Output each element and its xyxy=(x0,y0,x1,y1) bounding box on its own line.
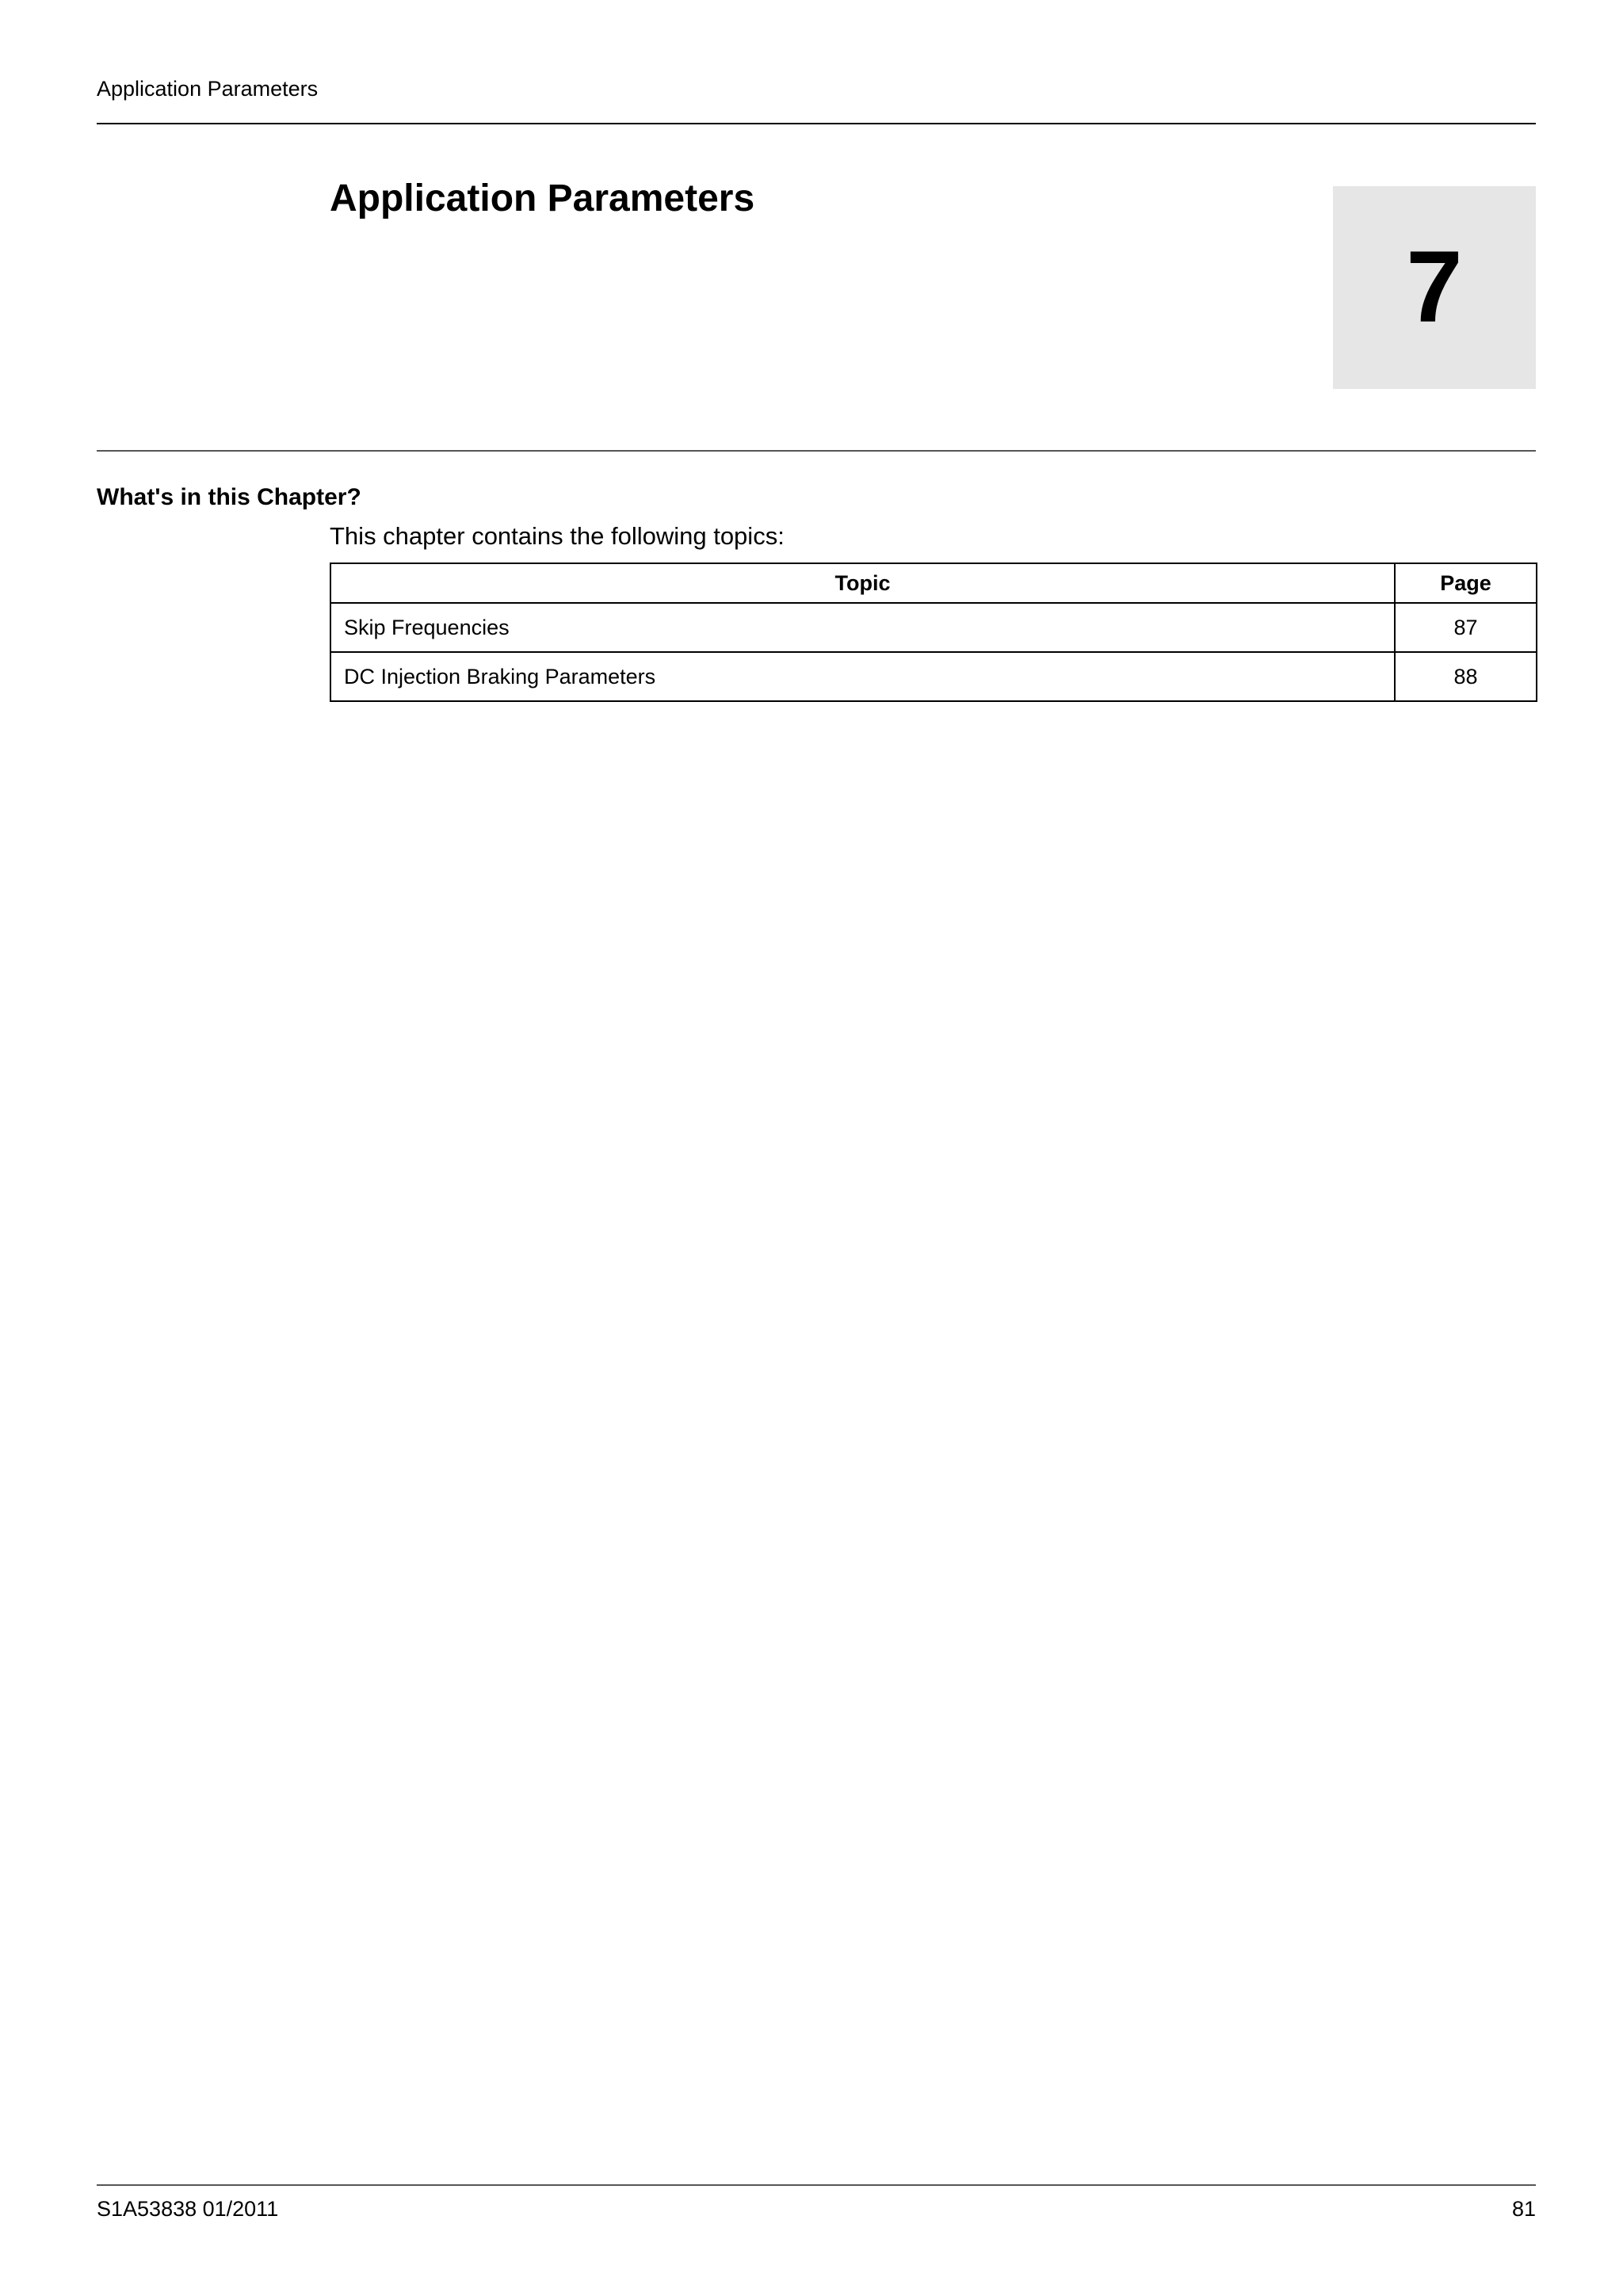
table-header-row xyxy=(330,563,1537,603)
footer-doc-ref: S1A53838 01/2011 xyxy=(97,2197,279,2221)
topic-page-number[interactable]: 87 xyxy=(1395,603,1537,652)
topics-table xyxy=(330,563,1537,702)
chapter-title: Application Parameters xyxy=(330,177,755,219)
chapter-number-box xyxy=(1333,186,1536,389)
footer-page-number: 81 xyxy=(1511,2197,1536,2221)
topic-column-header: Topic xyxy=(330,563,1395,603)
running-header: Application Parameters xyxy=(97,77,319,101)
section-heading: What's in this Chapter? xyxy=(97,484,361,510)
topic-link-dc-injection-braking[interactable]: DC Injection Braking Parameters xyxy=(330,652,1395,701)
footer-rule xyxy=(97,2184,1536,2186)
page-column-header: Page xyxy=(1395,563,1537,603)
topic-link-skip-frequencies[interactable]: Skip Frequencies xyxy=(330,603,1395,652)
header-rule xyxy=(97,123,1536,124)
section-rule xyxy=(97,450,1536,452)
table-row xyxy=(330,603,1537,652)
topic-page-number[interactable]: 88 xyxy=(1395,652,1537,701)
chapter-number: 7 xyxy=(1406,231,1463,344)
intro-text: This chapter contains the following topics: xyxy=(330,522,785,550)
table-row xyxy=(330,652,1537,701)
